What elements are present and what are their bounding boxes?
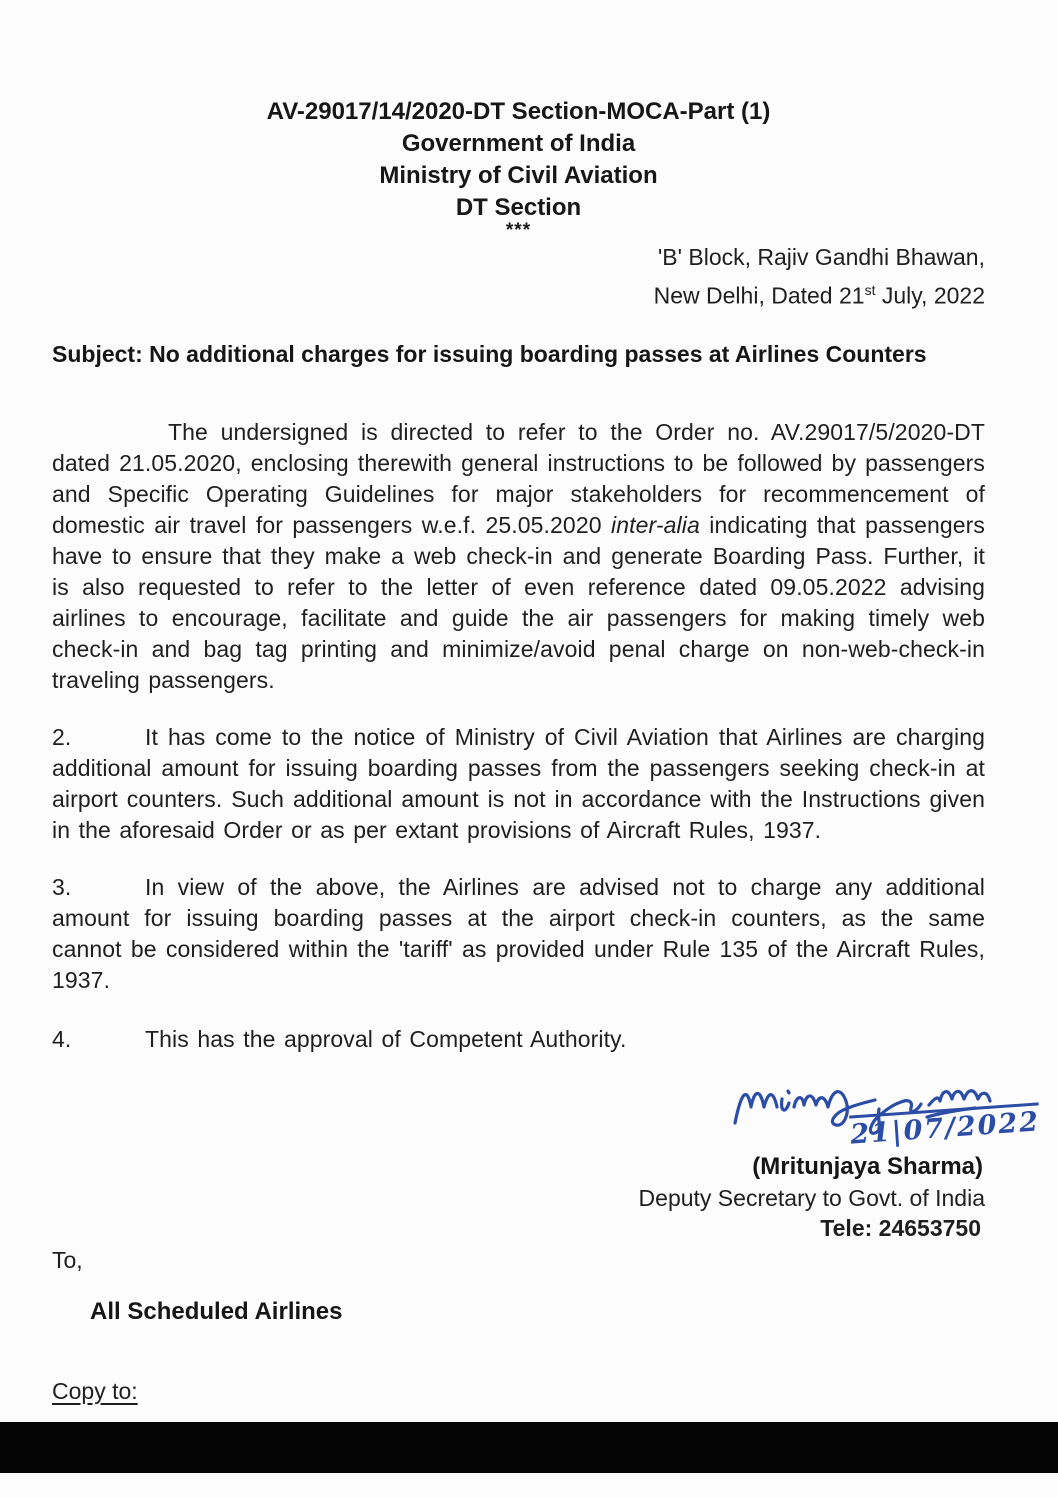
signatory-name: (Mritunjaya Sharma) <box>752 1152 983 1180</box>
paragraph-1 <box>52 417 985 696</box>
separator-stars: *** <box>505 220 532 241</box>
date-prefix: New Delhi, Dated 21 <box>653 282 865 309</box>
file-reference: AV-29017/14/2020-DT Section-MOCA-Part (1) <box>266 98 771 125</box>
dateline <box>52 241 985 313</box>
paragraph-1-text-a: The undersigned is directed to refer to the Order no. AV.29017/5/2020-DT dated 21.05.2020, enclosing therewith general instructions to be followed by passengers and Specific Operating Guidelines for major stakeholders for recommencement of domestic air travel for passengers w.e.f. 25.05.2020 <box>52 418 985 538</box>
paragraph-2 <box>52 722 985 846</box>
date-ordinal: st <box>864 282 876 298</box>
date-suffix: July, 2022 <box>875 282 985 309</box>
paragraph-2-number: 2. <box>52 723 72 750</box>
paragraph-3-number: 3. <box>52 873 72 900</box>
to-addressee: All Scheduled Airlines <box>90 1297 343 1325</box>
paragraph-4 <box>52 1024 985 1055</box>
subject-line: Subject: No additional charges for issuing boarding passes at Airlines Counters <box>52 340 927 367</box>
signatory-telephone: Tele: 24653750 <box>820 1214 981 1241</box>
signature-block <box>52 1077 1041 1255</box>
letter-content <box>0 96 1058 1470</box>
paragraph-3-text: In view of the above, the Airlines are advised not to charge any additional amount for issuing boarding passes at the airport check-in counters, as the same cannot be considered within the 'tariff' as provided under Rule 135 of the Aircraft Rules, 1937. <box>52 873 985 993</box>
scan-artifact-band <box>0 1422 1058 1473</box>
signatory-designation: Deputy Secretary to Govt. of India <box>638 1184 985 1211</box>
paragraph-1-text-b: indicating that passengers have to ensure that they make a web check-in and generate Boarding Pass. Further, it is also requested to refer to the letter of even reference dated 09.05.2022 advising airlines to encourage, facilitate and guide the air passengers for making timely web check-in and bag tag printing and minimize/avoid penal charge on non-web-check-in traveling passengers. <box>52 511 985 693</box>
place-and-date <box>52 274 985 313</box>
paragraph-1-latin-phrase: inter-alia <box>611 511 700 538</box>
org-line-2: Ministry of Civil Aviation <box>379 162 658 189</box>
section-name: DT Section <box>455 194 582 221</box>
office-address: 'B' Block, Rajiv Gandhi Bhawan, <box>657 244 985 270</box>
paragraph-3 <box>52 872 985 996</box>
copy-to-label: Copy to: <box>52 1377 138 1404</box>
handwritten-date: 21|07/2022 <box>849 1102 1041 1150</box>
to-salutation: To, <box>52 1246 83 1273</box>
letterhead <box>52 96 985 224</box>
paragraph-4-text: This has the approval of Competent Authority. <box>145 1025 627 1052</box>
paragraph-4-number: 4. <box>52 1025 72 1052</box>
org-line-1: Government of India <box>401 130 636 157</box>
paragraph-2-text: It has come to the notice of Ministry of Civil Aviation that Airlines are charging additional amount for issuing boarding passes from the passengers seeking check-in at airport counters. Such additional amount is not in accordance with the Instructions given in the aforesaid Order or as per extant provisions of Aircraft Rules, 1937. <box>52 723 985 843</box>
